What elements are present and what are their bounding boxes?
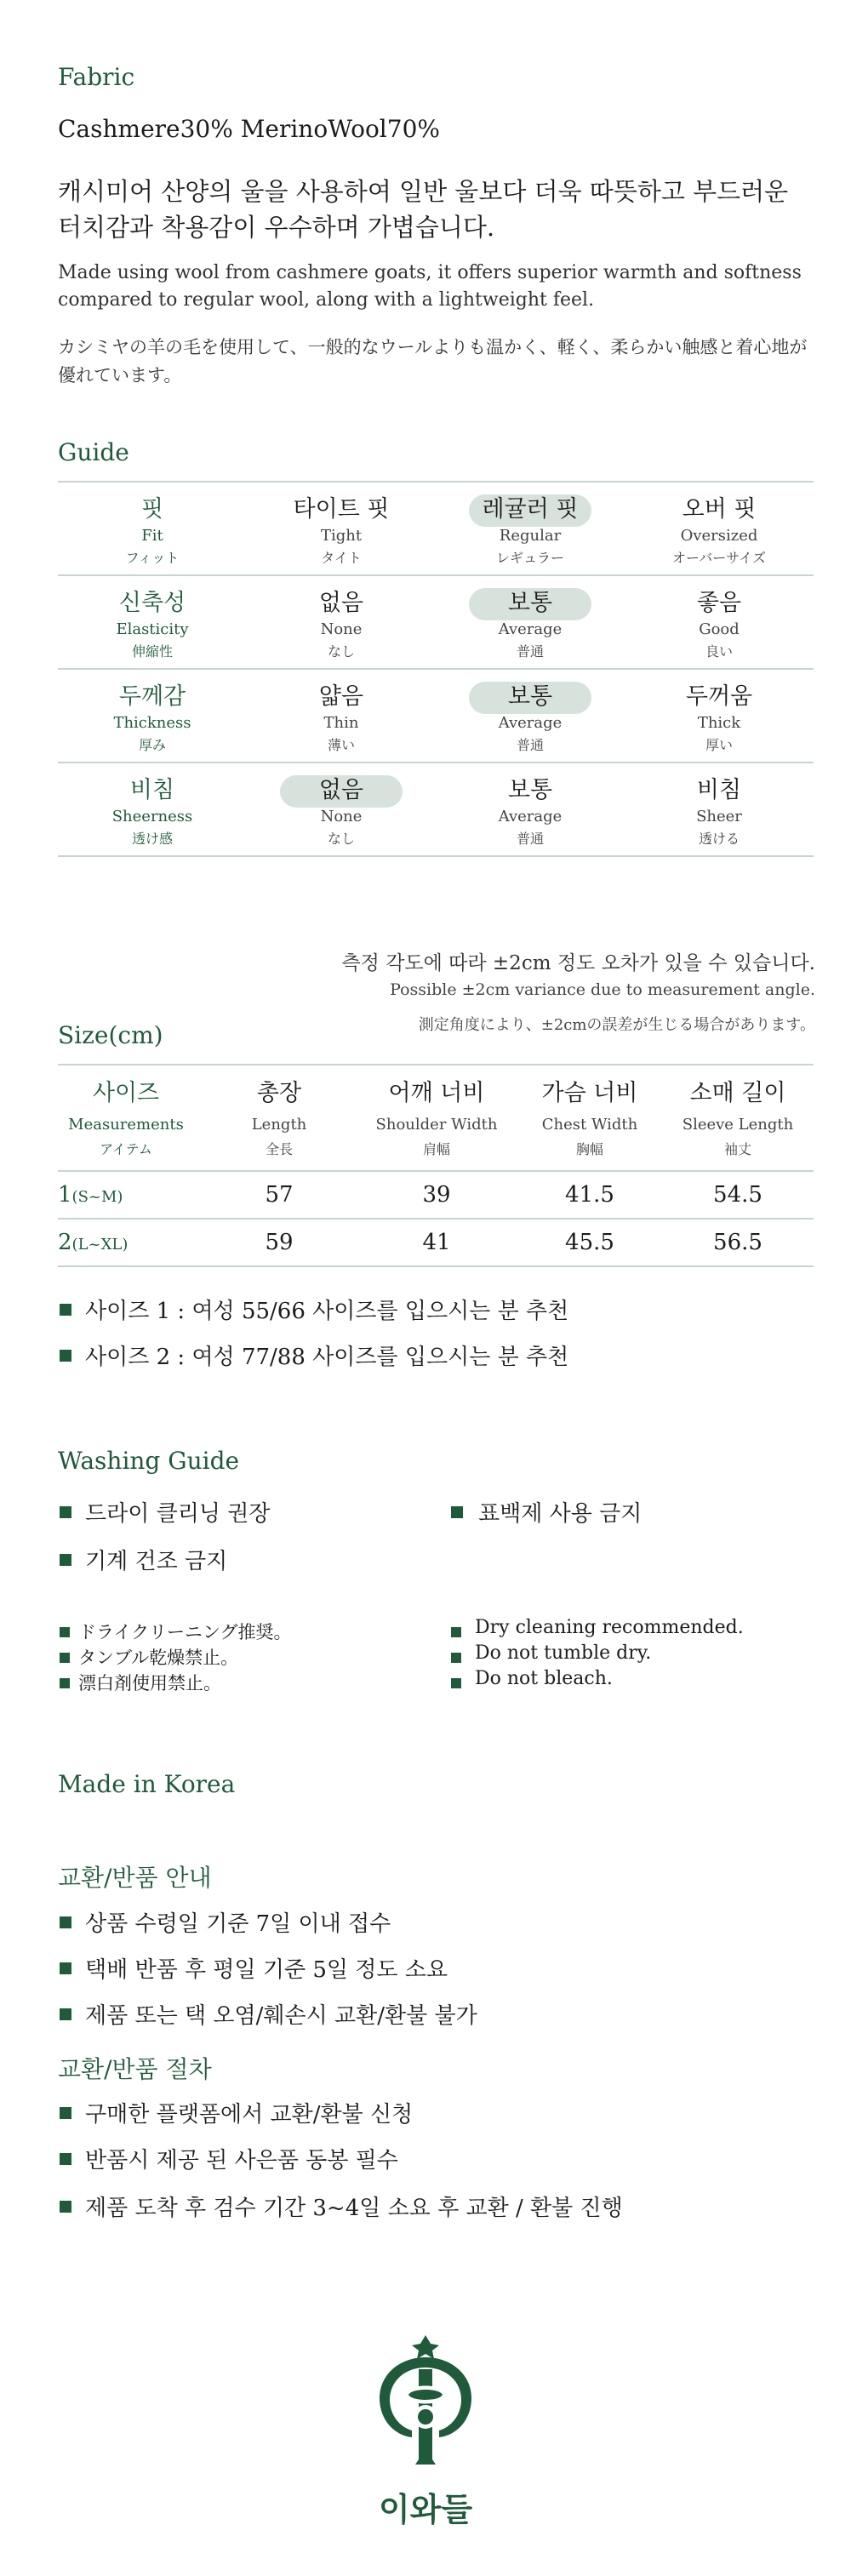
guide-option-en: None (320, 620, 363, 638)
size-value: 57 (265, 1182, 294, 1208)
washing-item-ko: 기계 건조 금지 (85, 1549, 228, 1574)
col-header-en: Chest Width (541, 1116, 638, 1134)
fabric-description-jp: カシミヤの羊の毛を使用して、一般的なウールよりも温かく、軽く、柔らかい触感と着心地が優れています。 (58, 337, 808, 386)
guide-option-jp: なし (327, 831, 355, 847)
guide-row-elasticity (58, 576, 814, 670)
guide-option (625, 763, 814, 855)
guide-option-en: None (320, 808, 363, 825)
size-row (58, 1219, 814, 1267)
washing-item-en: Do not bleach. (475, 1668, 613, 1689)
guide-option-en: Thick (697, 714, 741, 732)
guide-option (247, 576, 436, 668)
size-label (58, 1219, 129, 1268)
guide-label-cell (58, 670, 247, 762)
guide-label-cell (58, 483, 247, 574)
size-value: 54.5 (713, 1182, 762, 1208)
bullet-icon (60, 2201, 71, 2213)
exchange-procedure-heading: 교환/반품 절차 (58, 2055, 212, 2083)
guide-option-ko: 좋음 (696, 590, 742, 616)
guide-option-jp: レギュラー (495, 550, 564, 566)
bullet-icon (60, 2008, 71, 2020)
guide-option-selected (436, 670, 625, 762)
guide-option-selected (247, 763, 436, 855)
guide-option-en: Average (498, 714, 563, 732)
bullet-icon (60, 2107, 71, 2119)
exchange-info-heading: 교환/반품 안내 (58, 1864, 212, 1892)
guide-option (436, 763, 625, 855)
exchange-procedure-item: 반품시 제공 된 사은품 동봉 필수 (85, 2148, 398, 2173)
bullet-icon (60, 1554, 71, 1566)
bullet-icon (60, 1653, 70, 1663)
bullet-icon (60, 1962, 71, 1974)
bullet-icon (451, 1506, 463, 1518)
size-recommendation: 사이즈 1 : 여성 55/66 사이즈를 입으시는 분 추천 (85, 1299, 569, 1324)
guide-option-jp: 薄い (327, 737, 355, 753)
guide-option-jp: 普通 (516, 643, 544, 660)
size-col-header (356, 1065, 517, 1158)
size-heading: Size(cm) (58, 1021, 163, 1049)
bullet-icon (60, 2153, 71, 2165)
guide-option-ko: 없음 (318, 777, 364, 803)
guide-option-ko: 타이트 핏 (293, 496, 390, 523)
guide-label-ko: 신축성 (118, 590, 186, 616)
guide-option-en: Regular (499, 527, 562, 545)
col-header-jp: 肩幅 (422, 1141, 450, 1157)
size-note-jp: 測定角度により、±2cmの誤差が生じる場合があります。 (418, 1016, 815, 1034)
exchange-info-item: 상품 수령일 기준 7일 이내 접수 (85, 1911, 391, 1937)
guide-option (625, 670, 814, 762)
origin-label: Made in Korea (58, 1770, 236, 1798)
guide-option (625, 483, 814, 574)
size-number: 1 (58, 1182, 72, 1208)
guide-option-ko: 보통 (507, 777, 553, 803)
size-value: 59 (265, 1230, 294, 1255)
guide-row-sheerness (58, 763, 814, 857)
col-header-ko: 총장 (256, 1080, 302, 1106)
guide-label-ko: 비침 (129, 777, 175, 803)
guide-label-jp: フィット (125, 550, 180, 566)
guide-option-jp: 良い (705, 643, 733, 660)
guide-option-ko: 오버 핏 (682, 496, 757, 523)
guide-row-fit (58, 483, 814, 576)
guide-option-en: Tight (320, 527, 363, 545)
washing-item-jp: ドライクリーニング推奨。 (78, 1622, 292, 1642)
col-header-ko: 사이즈 (92, 1080, 160, 1106)
bullet-icon (451, 1627, 461, 1637)
size-col-header (58, 1065, 194, 1158)
guide-heading: Guide (58, 438, 129, 466)
fabric-composition: Cashmere30% MerinoWool70% (58, 115, 440, 143)
bullet-icon (60, 1304, 71, 1316)
col-header-ko: 어깨 너비 (388, 1080, 485, 1106)
guide-label-ko: 두께감 (118, 683, 186, 710)
col-header-ko: 가슴 너비 (541, 1080, 638, 1106)
size-recommendation: 사이즈 2 : 여성 77/88 사이즈를 입으시는 분 추천 (85, 1345, 569, 1370)
guide-option-en: Sheer (696, 808, 742, 825)
guide-label-ko: 핏 (140, 496, 164, 523)
guide-option-jp: なし (327, 643, 355, 660)
guide-label-en: Elasticity (116, 620, 189, 638)
guide-option-en: Average (498, 620, 563, 638)
exchange-procedure-item: 제품 도착 후 검수 기간 3~4일 소요 후 교환 / 환불 진행 (85, 2196, 623, 2221)
washing-item-ko: 드라이 클리닝 권장 (85, 1501, 271, 1527)
guide-row-thickness (58, 670, 814, 763)
fabric-heading: Fabric (58, 63, 135, 91)
size-label (58, 1172, 123, 1220)
guide-option-en: Oversized (680, 527, 758, 545)
washing-item-en: Do not tumble dry. (475, 1642, 652, 1664)
guide-option-jp: タイト (321, 550, 362, 566)
brand-name: 이와들 (378, 2491, 473, 2528)
guide-label-en: Thickness (113, 714, 191, 732)
guide-option-ko: 두꺼움 (685, 683, 753, 710)
size-range: (L~XL) (71, 1236, 129, 1254)
guide-label-jp: 伸縮性 (131, 643, 173, 660)
washing-item-jp: 漂白剤使用禁止。 (78, 1673, 221, 1694)
guide-label-cell (58, 763, 247, 855)
size-col-header (662, 1065, 814, 1158)
exchange-info-item: 제품 또는 택 오염/훼손시 교환/환불 불가 (85, 2003, 477, 2029)
col-header-jp: 全長 (265, 1141, 293, 1157)
washing-item-ko: 표백제 사용 금지 (478, 1501, 643, 1527)
guide-option-jp: 普通 (516, 831, 544, 847)
guide-label-cell (58, 576, 247, 668)
size-value: 56.5 (713, 1230, 762, 1255)
guide-option-jp: オーバーサイズ (672, 550, 766, 566)
size-note-en: Possible ±2cm variance due to measurement angle. (390, 980, 815, 999)
guide-option-ko: 보통 (507, 683, 553, 710)
guide-option (247, 670, 436, 762)
size-col-header (211, 1065, 347, 1158)
size-header-row (58, 1065, 814, 1172)
size-value: 41.5 (565, 1182, 614, 1208)
fabric-description-en: Made using wool from cashmere goats, it offers superior warmth and softness compared to regular wool, along with a lightweight feel. (58, 262, 802, 311)
guide-option-en: Average (498, 808, 563, 825)
bullet-icon (60, 1627, 70, 1637)
fabric-description-ko: 캐시미어 산양의 울을 사용하여 일반 울보다 더욱 따뜻하고 부드러운 터치감과 착용감이 우수하며 가볍습니다. (58, 177, 789, 242)
guide-label-jp: 透け感 (131, 831, 173, 847)
size-note-ko: 측정 각도에 따라 ±2cm 정도 오차가 있을 수 있습니다. (341, 952, 815, 974)
bullet-icon (451, 1653, 461, 1663)
size-row (58, 1172, 814, 1219)
size-range: (S~M) (71, 1188, 123, 1206)
exchange-info-item: 택배 반품 후 평일 기준 5일 정도 소요 (85, 1957, 448, 1983)
col-header-ko: 소매 길이 (689, 1080, 786, 1106)
bullet-icon (60, 1350, 71, 1362)
col-header-en: Measurements (68, 1116, 184, 1134)
guide-option-jp: 透ける (698, 831, 740, 847)
washing-item-en: Dry cleaning recommended. (475, 1617, 744, 1638)
bullet-icon (60, 1916, 71, 1928)
guide-option-ko: 비침 (696, 777, 742, 803)
guide-option (625, 576, 814, 668)
size-col-header (517, 1065, 662, 1158)
washing-item-jp: タンブル乾燥禁止。 (78, 1648, 239, 1668)
guide-option-en: Thin (323, 714, 359, 732)
bullet-icon (60, 1678, 70, 1688)
col-header-jp: アイテム (100, 1141, 152, 1157)
guide-label-jp: 厚み (138, 737, 166, 753)
washing-heading: Washing Guide (58, 1447, 240, 1475)
size-value: 41 (422, 1230, 451, 1255)
guide-option-ko: 얇음 (318, 683, 364, 710)
guide-option-en: Good (699, 620, 740, 638)
bullet-icon (60, 1506, 71, 1518)
bullet-icon (451, 1678, 461, 1688)
brand-logo-emblem (357, 2332, 494, 2468)
size-value: 45.5 (565, 1230, 614, 1255)
guide-option-ko: 없음 (318, 590, 364, 616)
guide-label-en: Fit (141, 527, 163, 545)
col-header-jp: 袖丈 (723, 1141, 751, 1157)
guide-option (247, 483, 436, 574)
col-header-jp: 胸幅 (575, 1141, 603, 1157)
guide-option-jp: 厚い (705, 737, 733, 753)
size-value: 39 (422, 1182, 451, 1208)
guide-option-ko: 레귤러 핏 (482, 496, 579, 523)
col-header-en: Length (251, 1116, 307, 1134)
guide-option-ko: 보통 (507, 590, 553, 616)
guide-option-selected (436, 576, 625, 668)
exchange-procedure-item: 구매한 플랫폼에서 교환/환불 신청 (85, 2102, 414, 2128)
size-number: 2 (58, 1230, 72, 1255)
guide-option-jp: 普通 (516, 737, 544, 753)
col-header-en: Shoulder Width (375, 1116, 498, 1134)
col-header-en: Sleeve Length (682, 1116, 794, 1134)
guide-option-selected (436, 483, 625, 574)
guide-label-en: Sheerness (111, 808, 193, 825)
